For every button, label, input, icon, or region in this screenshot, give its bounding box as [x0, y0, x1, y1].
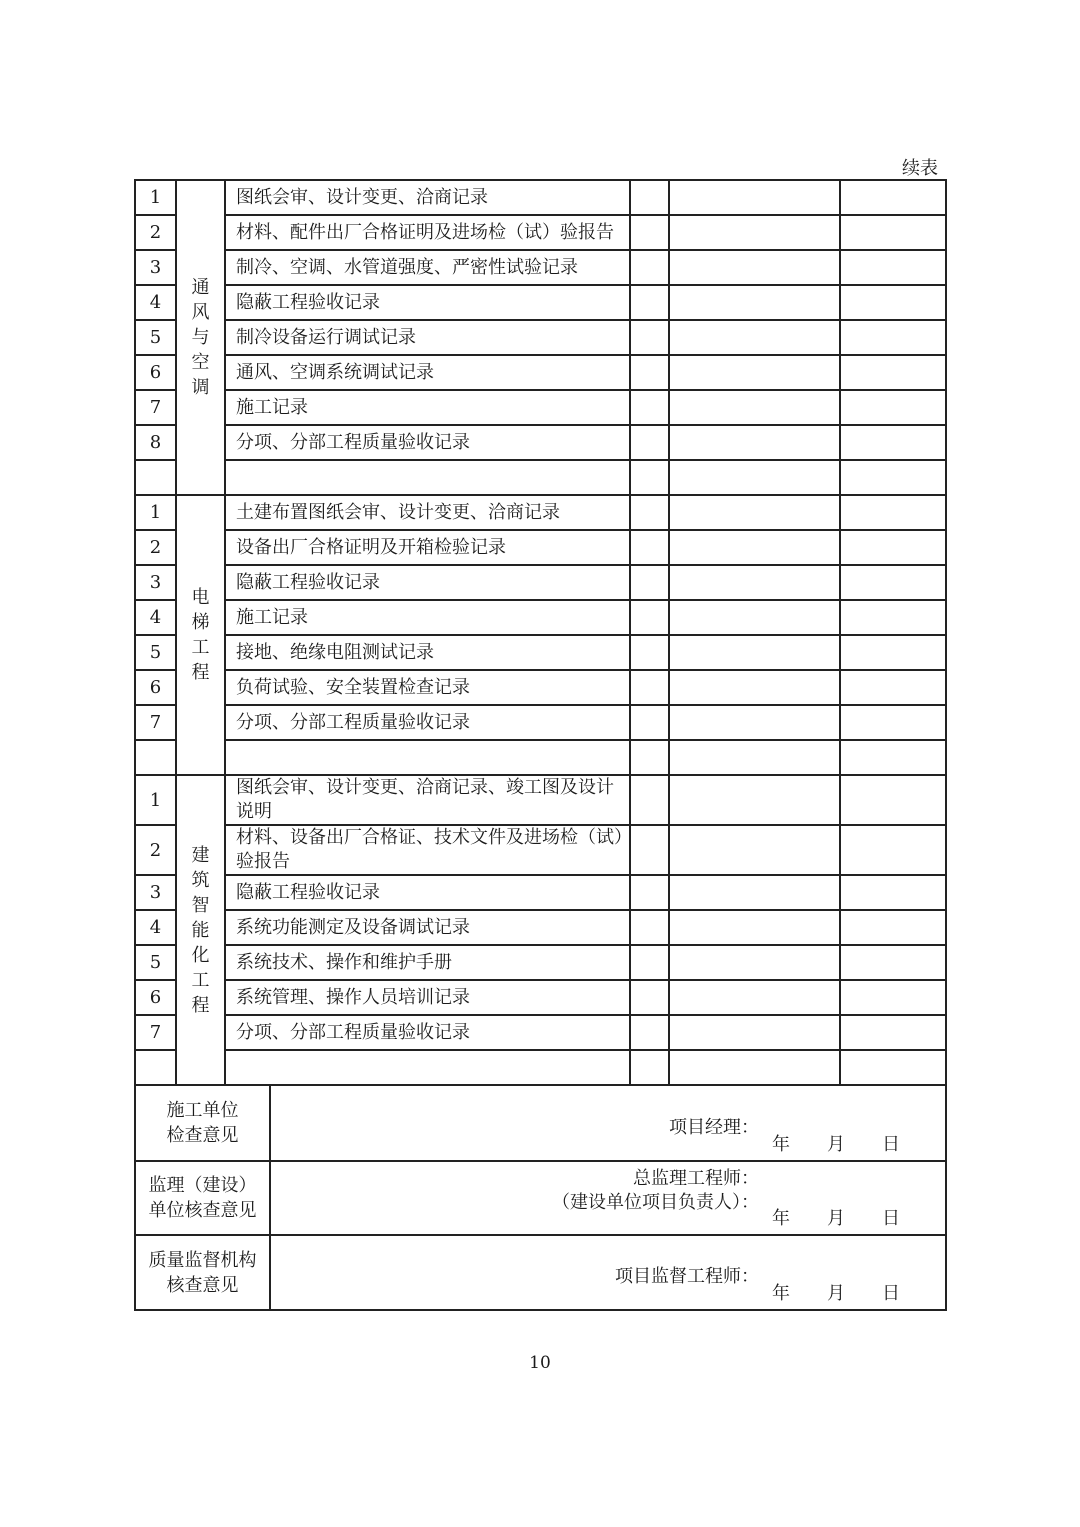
- item-description: 系统技术、操作和维护手册: [225, 945, 630, 980]
- remark-cell[interactable]: [669, 910, 840, 945]
- item-number: 4: [135, 600, 176, 635]
- item-number: [135, 1050, 176, 1085]
- count-cell[interactable]: [630, 530, 669, 565]
- item-description[interactable]: [225, 740, 630, 775]
- item-description: 负荷试验、安全装置检查记录: [225, 670, 630, 705]
- item-number: 6: [135, 670, 176, 705]
- check-cell[interactable]: [840, 875, 946, 910]
- check-cell[interactable]: [840, 1015, 946, 1050]
- signer-title-alt: （建设单位项目负责人）：: [552, 1192, 759, 1213]
- table-row: [135, 285, 946, 320]
- item-number: 1: [135, 180, 176, 215]
- item-description: 施工记录: [225, 600, 630, 635]
- item-description[interactable]: [225, 1050, 630, 1085]
- item-description: 系统功能测定及设备调试记录: [225, 910, 630, 945]
- check-cell[interactable]: [840, 390, 946, 425]
- table-row: [135, 945, 946, 980]
- table-row: [135, 180, 946, 215]
- count-cell[interactable]: [630, 320, 669, 355]
- remark-cell[interactable]: [669, 250, 840, 285]
- continued-table-caption: 续表: [902, 158, 938, 179]
- remark-cell[interactable]: [669, 705, 840, 740]
- item-description: 施工记录: [225, 390, 630, 425]
- count-cell[interactable]: [630, 355, 669, 390]
- count-cell[interactable]: [630, 285, 669, 320]
- table-row: [135, 600, 946, 635]
- count-cell[interactable]: [630, 460, 669, 495]
- count-cell[interactable]: [630, 670, 669, 705]
- date-month: 月: [827, 1208, 845, 1229]
- table-row: [135, 530, 946, 565]
- signoff-field[interactable]: [270, 1161, 946, 1235]
- records-table: [134, 179, 945, 1311]
- date-year: 年: [772, 1134, 790, 1155]
- item-number: 5: [135, 635, 176, 670]
- records-grid: [134, 179, 947, 1086]
- table-row: [135, 355, 946, 390]
- remark-cell[interactable]: [669, 565, 840, 600]
- date-month: 月: [827, 1134, 845, 1155]
- item-number: 1: [135, 495, 176, 530]
- item-description: 图纸会审、设计变更、洽商记录: [225, 180, 630, 215]
- remark-cell[interactable]: [669, 980, 840, 1015]
- item-description: 分项、分部工程质量验收记录: [225, 1015, 630, 1050]
- table-row: [135, 875, 946, 910]
- count-cell[interactable]: [630, 980, 669, 1015]
- signoff-row-construction: [135, 1085, 946, 1161]
- remark-cell[interactable]: [669, 670, 840, 705]
- count-cell[interactable]: [630, 825, 669, 875]
- table-row: [135, 635, 946, 670]
- section-elevator-title: 电梯工程: [176, 495, 225, 775]
- check-cell[interactable]: [840, 495, 946, 530]
- table-row: [135, 670, 946, 705]
- check-cell[interactable]: [840, 320, 946, 355]
- count-cell[interactable]: [630, 740, 669, 775]
- signoff-field[interactable]: [270, 1235, 946, 1310]
- count-cell[interactable]: [630, 495, 669, 530]
- item-number: 6: [135, 980, 176, 1015]
- item-description: 设备出厂合格证明及开箱检验记录: [225, 530, 630, 565]
- check-cell[interactable]: [840, 775, 946, 825]
- table-row-blank: [135, 1050, 946, 1085]
- item-description: 分项、分部工程质量验收记录: [225, 705, 630, 740]
- count-cell[interactable]: [630, 390, 669, 425]
- count-cell[interactable]: [630, 565, 669, 600]
- count-cell[interactable]: [630, 775, 669, 825]
- remark-cell[interactable]: [669, 530, 840, 565]
- item-number: [135, 740, 176, 775]
- table-row: [135, 705, 946, 740]
- table-row: [135, 775, 946, 825]
- page-number: 10: [529, 1353, 551, 1373]
- item-description: 材料、设备出厂合格证、技术文件及进场检（试）验报告: [225, 825, 630, 875]
- count-cell[interactable]: [630, 180, 669, 215]
- check-cell[interactable]: [840, 460, 946, 495]
- item-number: 3: [135, 250, 176, 285]
- table-row: [135, 390, 946, 425]
- check-cell[interactable]: [840, 600, 946, 635]
- signoff-table: [134, 1084, 947, 1311]
- table-row: [135, 215, 946, 250]
- item-number: 3: [135, 565, 176, 600]
- signoff-row-quality-supervision: [135, 1235, 946, 1310]
- item-description: 分项、分部工程质量验收记录: [225, 425, 630, 460]
- table-row-blank: [135, 460, 946, 495]
- item-number: 3: [135, 875, 176, 910]
- item-description: 土建布置图纸会审、设计变更、洽商记录: [225, 495, 630, 530]
- table-row: [135, 1015, 946, 1050]
- section-building-intelligence-title: 建筑智能化工程: [176, 775, 225, 1085]
- signer-title: 项目监督工程师：: [615, 1266, 759, 1287]
- check-cell[interactable]: [840, 980, 946, 1015]
- date-year: 年: [772, 1283, 790, 1304]
- check-cell[interactable]: [840, 670, 946, 705]
- item-description: 接地、绝缘电阻测试记录: [225, 635, 630, 670]
- check-cell[interactable]: [840, 355, 946, 390]
- check-cell[interactable]: [840, 705, 946, 740]
- check-cell[interactable]: [840, 425, 946, 460]
- item-number: [135, 460, 176, 495]
- remark-cell[interactable]: [669, 460, 840, 495]
- item-number: 2: [135, 215, 176, 250]
- date-month: 月: [827, 1283, 845, 1304]
- item-description: 图纸会审、设计变更、洽商记录、竣工图及设计说明: [225, 775, 630, 825]
- signoff-label: 质量监督机构 核查意见: [135, 1235, 270, 1310]
- count-cell[interactable]: [630, 945, 669, 980]
- signoff-label: 监理（建设） 单位核查意见: [135, 1161, 270, 1235]
- table-row: [135, 980, 946, 1015]
- item-number: 7: [135, 1015, 176, 1050]
- check-cell[interactable]: [840, 825, 946, 875]
- count-cell[interactable]: [630, 910, 669, 945]
- item-description: 隐蔽工程验收记录: [225, 285, 630, 320]
- count-cell[interactable]: [630, 215, 669, 250]
- check-cell[interactable]: [840, 250, 946, 285]
- remark-cell[interactable]: [669, 215, 840, 250]
- item-description: 制冷设备运行调试记录: [225, 320, 630, 355]
- item-description: 制冷、空调、水管道强度、严密性试验记录: [225, 250, 630, 285]
- signer-title: 项目经理：: [669, 1117, 759, 1138]
- table-row: [135, 910, 946, 945]
- remark-cell[interactable]: [669, 425, 840, 460]
- item-description: 隐蔽工程验收记录: [225, 875, 630, 910]
- check-cell[interactable]: [840, 910, 946, 945]
- count-cell[interactable]: [630, 250, 669, 285]
- check-cell[interactable]: [840, 635, 946, 670]
- table-row: [135, 425, 946, 460]
- remark-cell[interactable]: [669, 285, 840, 320]
- check-cell[interactable]: [840, 285, 946, 320]
- remark-cell[interactable]: [669, 825, 840, 875]
- remark-cell[interactable]: [669, 390, 840, 425]
- item-description: 通风、空调系统调试记录: [225, 355, 630, 390]
- item-number: 6: [135, 355, 176, 390]
- item-number: 2: [135, 530, 176, 565]
- table-row-blank: [135, 740, 946, 775]
- remark-cell[interactable]: [669, 355, 840, 390]
- remark-cell[interactable]: [669, 495, 840, 530]
- date-day: 日: [882, 1208, 900, 1229]
- table-row: [135, 320, 946, 355]
- remark-cell[interactable]: [669, 740, 840, 775]
- remark-cell[interactable]: [669, 635, 840, 670]
- remark-cell[interactable]: [669, 1050, 840, 1085]
- signer-title: 总监理工程师：: [633, 1168, 759, 1189]
- count-cell[interactable]: [630, 1015, 669, 1050]
- table-row: [135, 495, 946, 530]
- date-day: 日: [882, 1283, 900, 1304]
- section-hvac-title: 通风与空调: [176, 180, 225, 495]
- item-number: 7: [135, 390, 176, 425]
- item-description[interactable]: [225, 460, 630, 495]
- item-description: 隐蔽工程验收记录: [225, 565, 630, 600]
- check-cell[interactable]: [840, 180, 946, 215]
- item-number: 8: [135, 425, 176, 460]
- check-cell[interactable]: [840, 530, 946, 565]
- table-row: [135, 565, 946, 600]
- signoff-row-supervision: [135, 1161, 946, 1235]
- count-cell[interactable]: [630, 425, 669, 460]
- check-cell[interactable]: [840, 945, 946, 980]
- date-year: 年: [772, 1208, 790, 1229]
- table-row: [135, 250, 946, 285]
- signoff-label: 施工单位 检查意见: [135, 1085, 270, 1161]
- item-description: 材料、配件出厂合格证明及进场检（试）验报告: [225, 215, 630, 250]
- count-cell[interactable]: [630, 1050, 669, 1085]
- signoff-field[interactable]: [270, 1085, 946, 1161]
- check-cell[interactable]: [840, 740, 946, 775]
- remark-cell[interactable]: [669, 1015, 840, 1050]
- remark-cell[interactable]: [669, 945, 840, 980]
- item-description: 系统管理、操作人员培训记录: [225, 980, 630, 1015]
- count-cell[interactable]: [630, 600, 669, 635]
- remark-cell[interactable]: [669, 600, 840, 635]
- remark-cell[interactable]: [669, 320, 840, 355]
- check-cell[interactable]: [840, 1050, 946, 1085]
- count-cell[interactable]: [630, 705, 669, 740]
- count-cell[interactable]: [630, 635, 669, 670]
- check-cell[interactable]: [840, 565, 946, 600]
- item-number: 1: [135, 775, 176, 825]
- item-number: 2: [135, 825, 176, 875]
- count-cell[interactable]: [630, 875, 669, 910]
- table-row: [135, 825, 946, 875]
- remark-cell[interactable]: [669, 875, 840, 910]
- remark-cell[interactable]: [669, 775, 840, 825]
- date-day: 日: [882, 1134, 900, 1155]
- remark-cell[interactable]: [669, 180, 840, 215]
- item-number: 5: [135, 320, 176, 355]
- item-number: 4: [135, 910, 176, 945]
- item-number: 5: [135, 945, 176, 980]
- item-number: 7: [135, 705, 176, 740]
- check-cell[interactable]: [840, 215, 946, 250]
- item-number: 4: [135, 285, 176, 320]
